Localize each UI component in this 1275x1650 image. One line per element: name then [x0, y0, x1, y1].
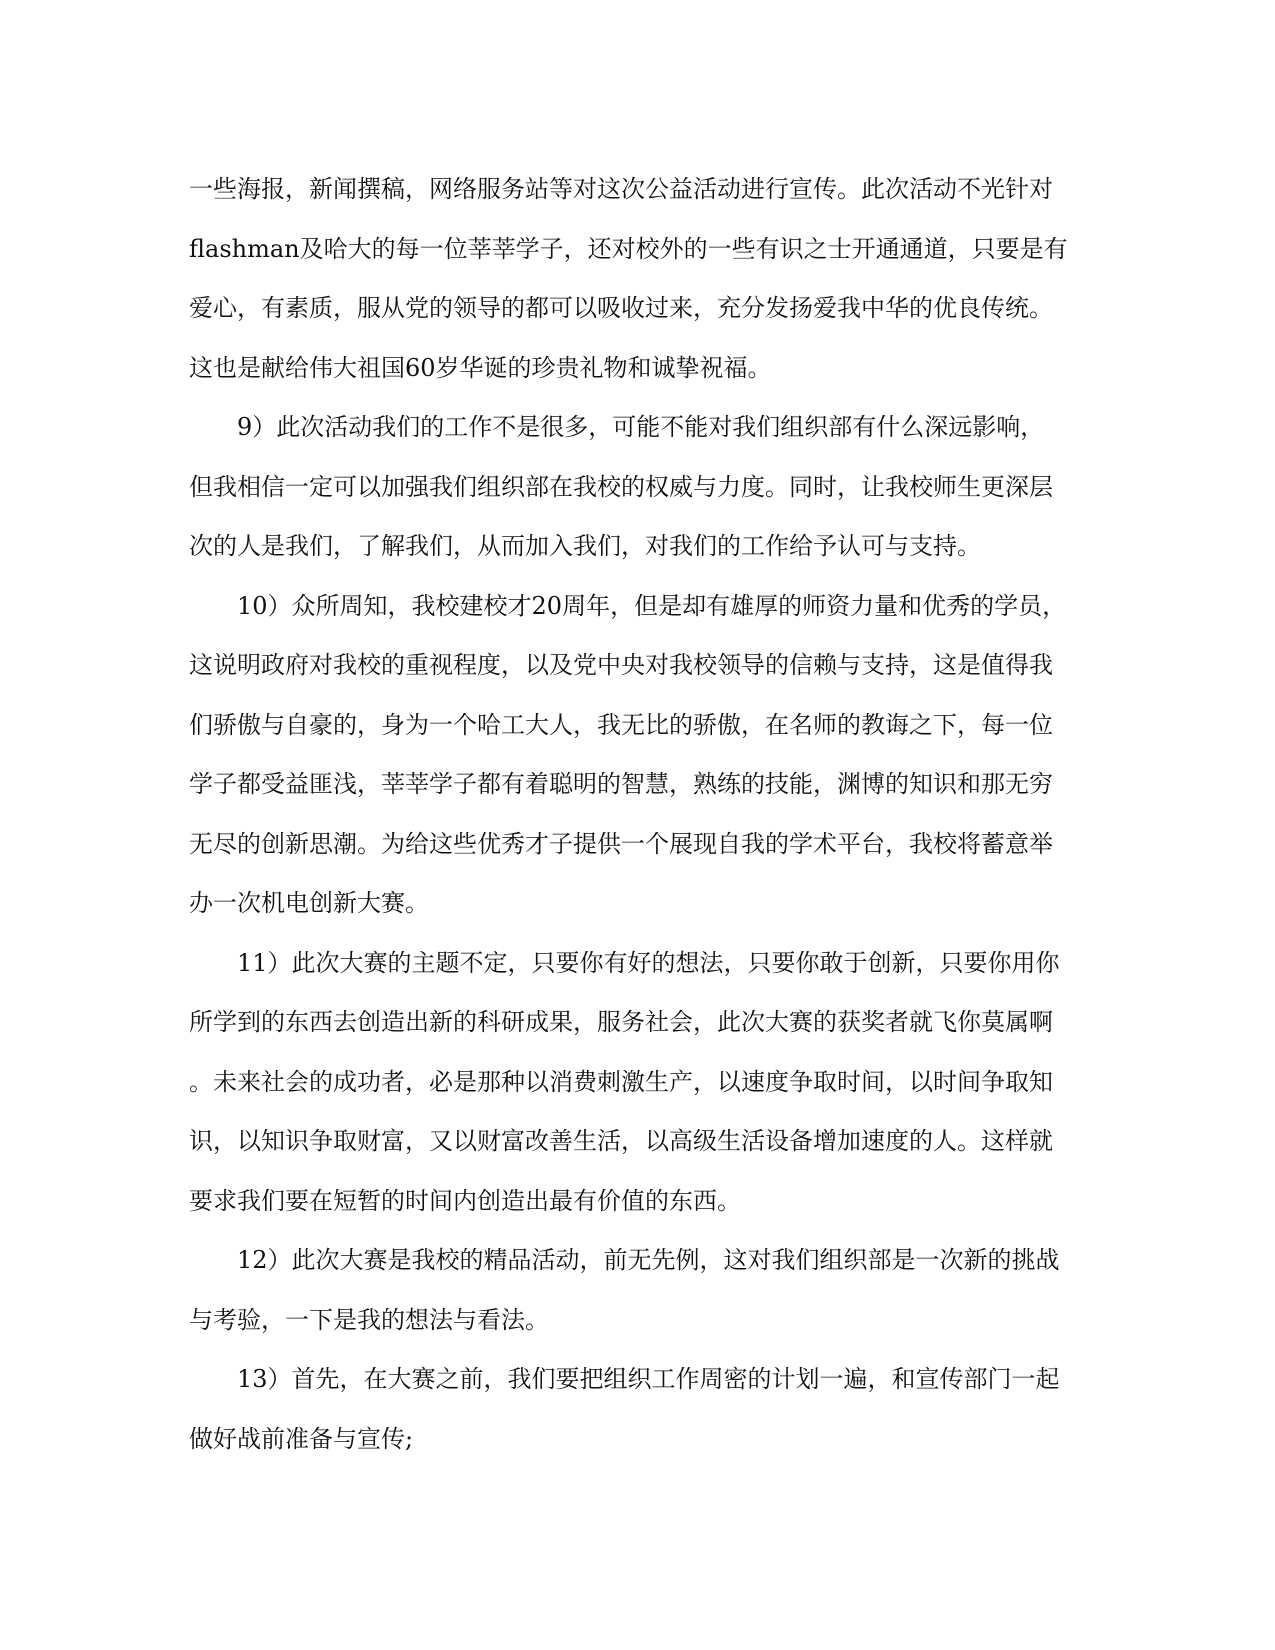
text-line: 9）此次活动我们的工作不是很多，可能不能对我们组织部有什么深远影响， — [237, 413, 1045, 441]
text-line: 要求我们要在短暂的时间内创造出最有价值的东西。 — [189, 1186, 741, 1215]
text-line: 次的人是我们，了解我们，从而加入我们，对我们的工作给予认可与支持。 — [189, 532, 981, 560]
text-line: 办一次机电创新大赛。 — [189, 889, 429, 917]
text-line: 12）此次大赛是我校的精品活动，前无先例，这对我们组织部是一次新的挑战 — [237, 1246, 1060, 1274]
text-line: 与考验，一下是我的想法与看法。 — [189, 1305, 549, 1334]
paragraph-9 — [189, 398, 1087, 577]
text-line: 一些海报，新闻撰稿，网络服务站等对这次公益活动进行宣传。此次活动不光针对 — [189, 175, 1053, 203]
text-line: 识，以知识争取财富，又以财富改善生活，以高级生活设备增加速度的人。这样就 — [189, 1127, 1053, 1155]
text-line: 学子都受益匪浅，莘莘学子都有着聪明的智慧，熟练的技能，渊博的知识和那无穷 — [189, 770, 1053, 798]
text-line: 11）此次大赛的主题不定，只要你有好的想法，只要你敢于创新，只要你用你 — [237, 948, 1060, 977]
text-line: 10）众所周知，我校建校才20周年，但是却有雄厚的师资力量和优秀的学员， — [237, 591, 1067, 620]
text-line: 爱心，有素质，服从党的领导的都可以吸收过来，充分发扬爱我中华的优良传统。 — [189, 294, 1053, 322]
text-line: 无尽的创新思潮。为给这些优秀才子提供一个展现自我的学术平台，我校将蓄意举 — [189, 829, 1053, 858]
paragraph-11 — [189, 934, 1087, 1232]
text-line: 做好战前准备与宣传; — [189, 1424, 414, 1453]
paragraph-12 — [189, 1231, 1087, 1350]
document-body — [189, 160, 1087, 1469]
text-line: 这说明政府对我校的重视程度，以及党中央对我校领导的信赖与支持，这是值得我 — [189, 651, 1053, 679]
text-line: 。未来社会的成功者，必是那种以消费刺激生产，以速度争取时间，以时间争取知 — [189, 1067, 1053, 1096]
text-line: 13）首先，在大赛之前，我们要把组织工作周密的计划一遍，和宣传部门一起 — [237, 1365, 1060, 1393]
text-line: flashman及哈大的每一位莘莘学子，还对校外的一些有识之士开通通道，只要是有 — [189, 234, 1068, 263]
paragraph-10 — [189, 577, 1087, 934]
paragraph-1 — [189, 160, 1087, 398]
text-line: 所学到的东西去创造出新的科研成果，服务社会，此次大赛的获奖者就飞你莫属啊 — [189, 1008, 1053, 1036]
text-line: 们骄傲与自豪的，身为一个哈工大人，我无比的骄傲，在名师的教诲之下，每一位 — [189, 710, 1053, 739]
paragraph-13 — [189, 1350, 1087, 1469]
text-line: 但我相信一定可以加强我们组织部在我校的权威与力度。同时，让我校师生更深层 — [189, 472, 1053, 501]
text-line: 这也是献给伟大祖国60岁华诞的珍贵礼物和诚挚祝福。 — [189, 353, 772, 382]
